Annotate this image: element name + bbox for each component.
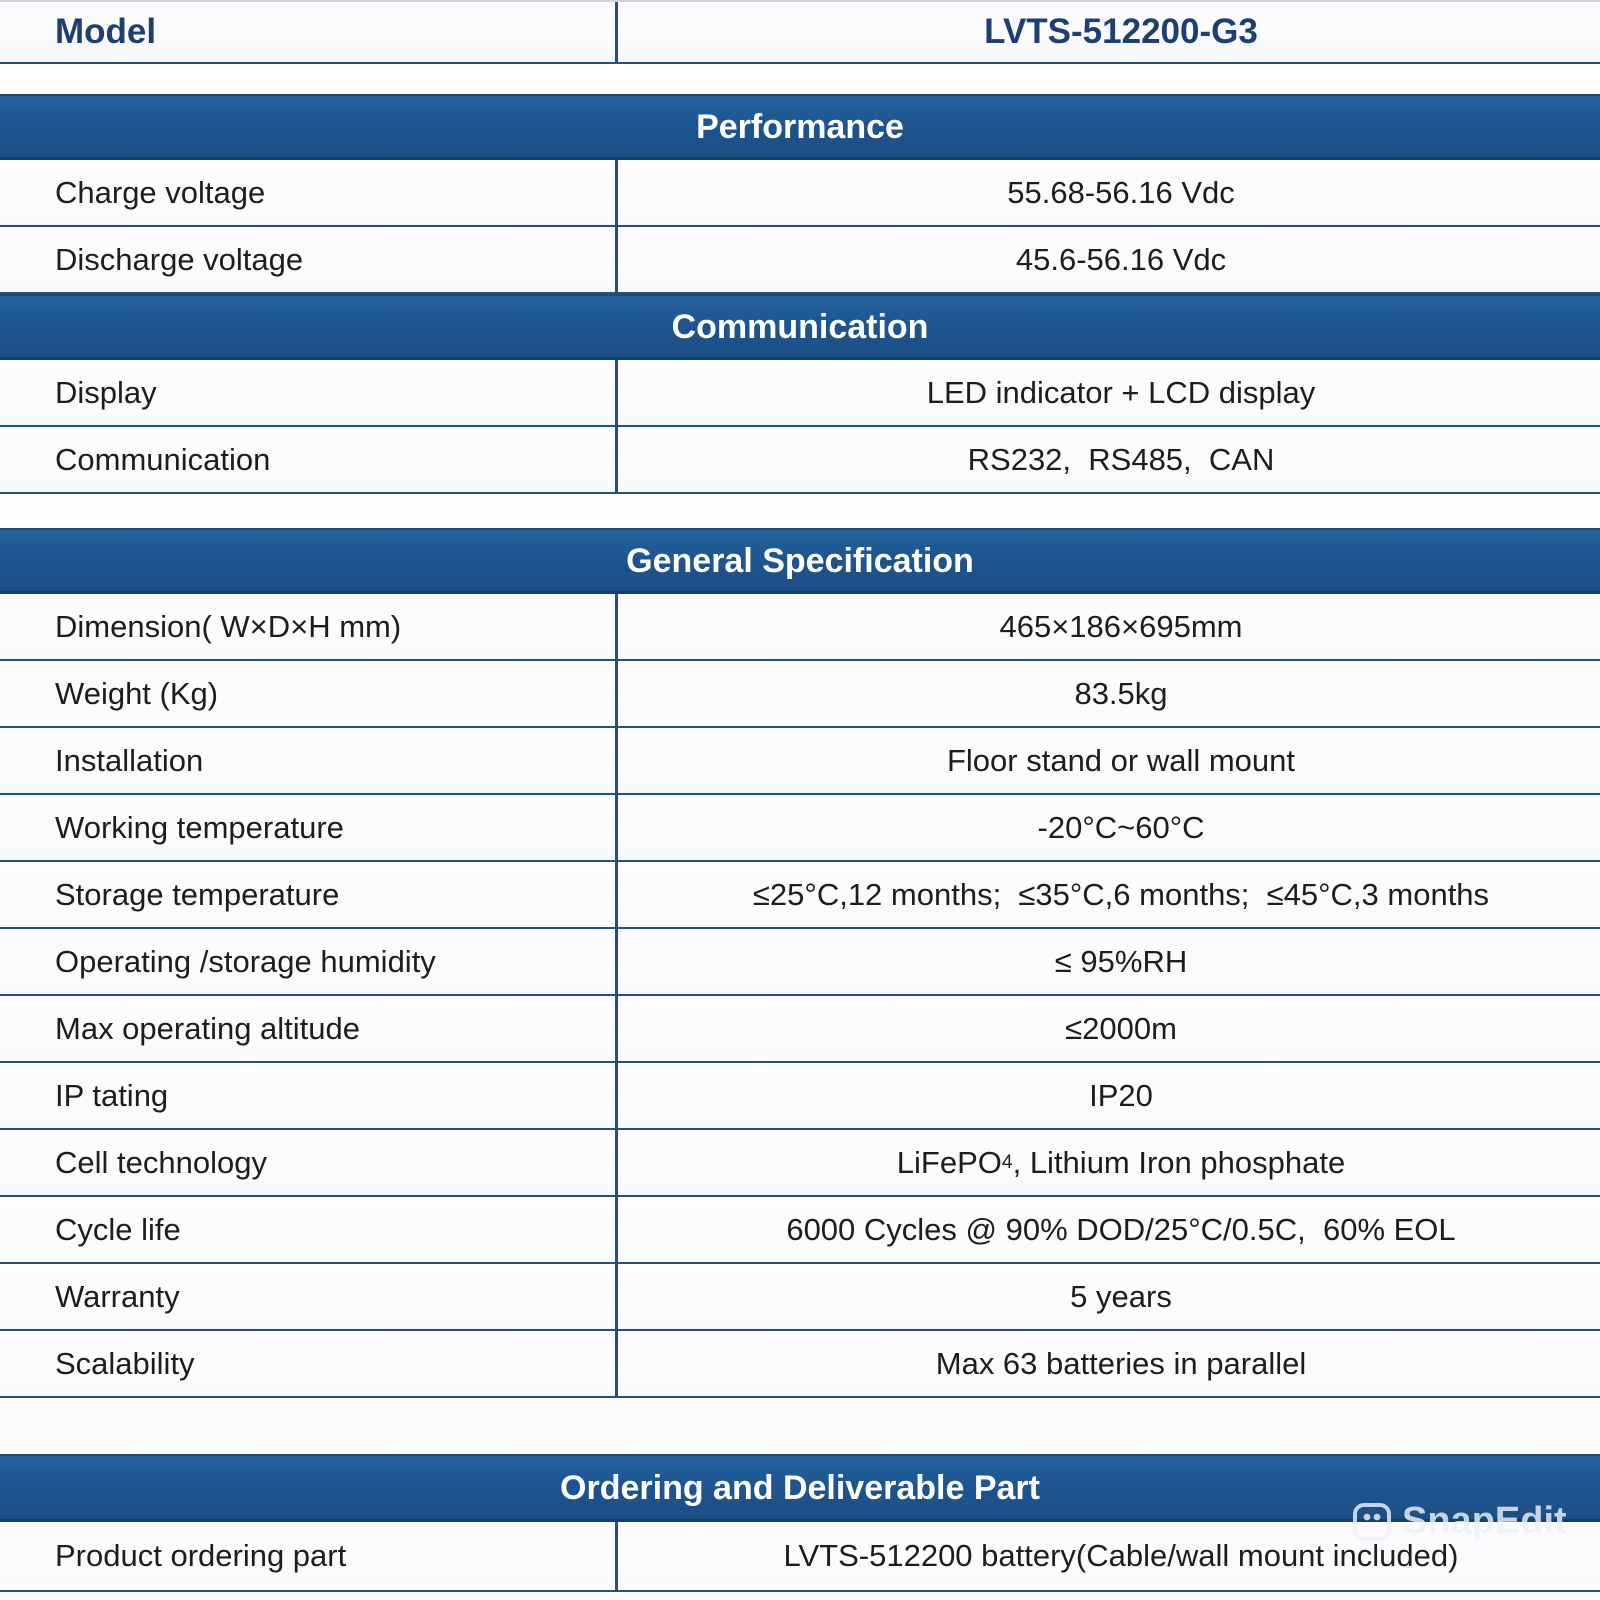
ordering-header: Ordering and Deliverable Part: [0, 1454, 1600, 1522]
spec-value: ≤2000m: [1065, 1010, 1177, 1046]
spec-value: LED indicator + LCD display: [926, 374, 1316, 410]
spec-value: ≤25°C,12 months; ≤35°C,6 months; ≤45°C,3 months: [752, 876, 1490, 912]
row-working-temperature: [0, 795, 1600, 862]
spec-label: IP tating: [0, 1063, 618, 1128]
spec-value: Max 63 batteries in parallel: [935, 1345, 1307, 1381]
row-display: [0, 360, 1600, 427]
row-charge-voltage: [0, 160, 1600, 227]
row-ip-rating: [0, 1063, 1600, 1130]
spec-value: 5 years: [1070, 1278, 1172, 1314]
row-communication: [0, 427, 1600, 494]
spec-value: 55.68-56.16 Vdc: [1007, 174, 1235, 210]
spec-label: Working temperature: [0, 795, 618, 860]
spec-label: Cycle life: [0, 1197, 618, 1262]
communication-header: Communication: [0, 294, 1600, 360]
section-performance: [0, 94, 1600, 494]
spec-value: 83.5kg: [1074, 675, 1168, 711]
section-gap: [0, 1398, 1600, 1454]
section-gap: [0, 64, 1600, 94]
spec-label: Dimension( W×D×H mm): [0, 594, 618, 659]
row-warranty: [0, 1264, 1600, 1331]
spec-label: Display: [0, 360, 618, 425]
spec-value: IP20: [1089, 1077, 1153, 1113]
section-general-specification: [0, 528, 1600, 1398]
spec-value: 45.6-56.16 Vdc: [1015, 241, 1227, 277]
spec-label: Warranty: [0, 1264, 618, 1329]
spec-label: Installation: [0, 728, 618, 793]
row-humidity: [0, 929, 1600, 996]
spec-value: -20°C~60°C: [1037, 809, 1205, 845]
section-ordering: [0, 1454, 1600, 1592]
row-discharge-voltage: [0, 227, 1600, 294]
spec-label: Cell technology: [0, 1130, 618, 1195]
spec-label: Storage temperature: [0, 862, 618, 927]
spec-label: Communication: [0, 427, 618, 492]
spec-label: Max operating altitude: [0, 996, 618, 1061]
general-specification-header: General Specification: [0, 528, 1600, 594]
spec-value: 6000 Cycles @ 90% DOD/25°C/0.5C, 60% EOL: [786, 1211, 1456, 1247]
snapedit-watermark-text: SnapEdit: [1402, 1500, 1567, 1542]
row-weight: [0, 661, 1600, 728]
spec-value: LVTS-512200 battery(Cable/wall mount included): [783, 1538, 1459, 1573]
row-dimension: [0, 594, 1600, 661]
cell-tech-prefix: LiFePO: [896, 1144, 1002, 1180]
row-installation: [0, 728, 1600, 795]
row-scalability: [0, 1331, 1600, 1398]
row-max-altitude: [0, 996, 1600, 1063]
row-model: [0, 0, 1600, 64]
row-cycle-life: [0, 1197, 1600, 1264]
spec-value: 465×186×695mm: [999, 608, 1243, 644]
model-label: Model: [0, 2, 618, 62]
row-storage-temperature: [0, 862, 1600, 929]
cell-tech-suffix: , Lithium Iron phosphate: [1012, 1144, 1346, 1180]
spec-value: LiFePO 4 , Lithium Iron phosphate: [896, 1144, 1346, 1180]
section-gap: [0, 494, 1600, 528]
spec-value: Floor stand or wall mount: [946, 742, 1296, 778]
spec-label: Charge voltage: [0, 160, 618, 225]
model-value: LVTS-512200-G3: [984, 12, 1258, 51]
spec-label: Scalability: [0, 1331, 618, 1396]
spec-value: RS232, RS485, CAN: [967, 441, 1275, 477]
spec-label: Weight (Kg): [0, 661, 618, 726]
row-product-ordering-part: [0, 1522, 1600, 1592]
performance-header: Performance: [0, 94, 1600, 160]
spec-label: Operating /storage humidity: [0, 929, 618, 994]
spec-label: Product ordering part: [0, 1522, 618, 1590]
spec-value: ≤ 95%RH: [1054, 943, 1188, 979]
row-cell-technology: [0, 1130, 1600, 1197]
spec-label: Discharge voltage: [0, 227, 618, 292]
